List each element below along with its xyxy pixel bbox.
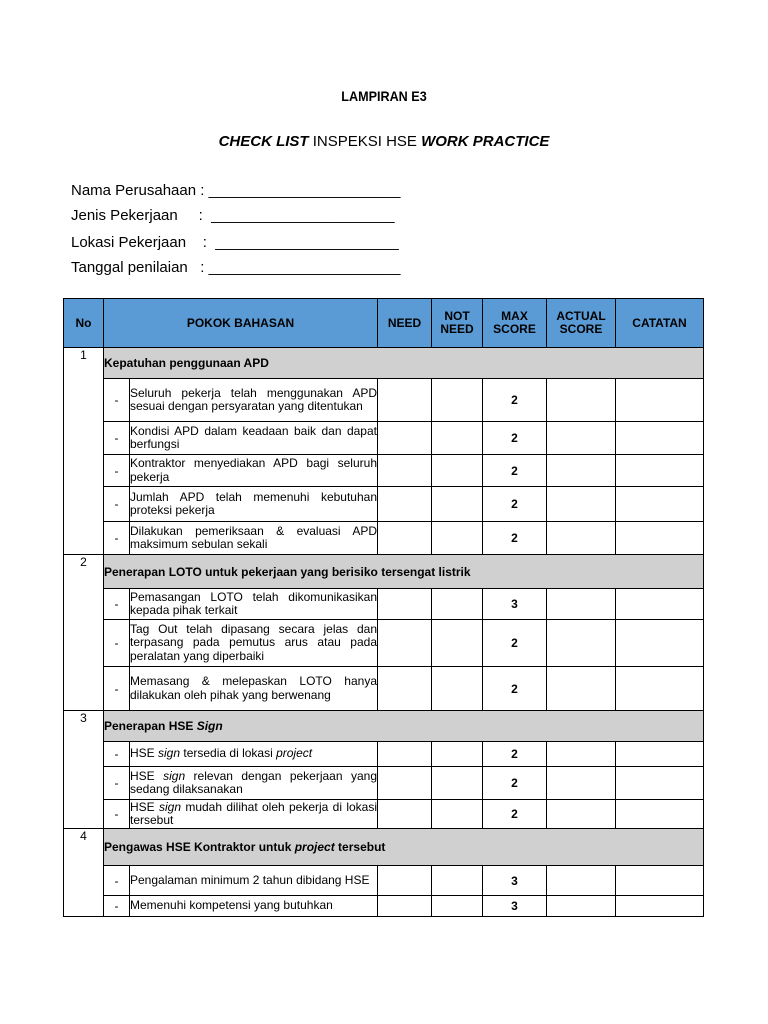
max-score-cell: 2 (483, 455, 547, 487)
actual-score-cell[interactable] (547, 742, 616, 767)
table-row (64, 589, 704, 620)
document-title (0, 133, 768, 150)
actual-score-cell[interactable] (547, 896, 616, 917)
catatan-cell[interactable] (616, 866, 704, 896)
actual-score-cell[interactable] (547, 800, 616, 829)
desc-italic: sign (159, 799, 182, 814)
desc-italic: project (276, 746, 313, 761)
need-cell[interactable] (378, 589, 432, 620)
desc-part: tersedia di lokasi (180, 746, 277, 761)
table-row (64, 896, 704, 917)
table-row (64, 487, 704, 522)
table-row (64, 866, 704, 896)
header-max-score (483, 299, 547, 348)
table-row (64, 422, 704, 455)
max-score-cell: 2 (483, 522, 547, 555)
section-title: Kepatuhan penggunaan APD (104, 348, 704, 379)
item-dash: - (104, 487, 130, 522)
item-description: Memenuhi kompetensi yang butuhkan (130, 896, 378, 917)
table-row (64, 667, 704, 711)
not-need-cell[interactable] (432, 767, 483, 800)
need-cell[interactable] (378, 379, 432, 422)
header-not-need-line1: NOT (444, 309, 470, 323)
actual-score-cell[interactable] (547, 379, 616, 422)
header-catatan: CATATAN (616, 299, 704, 348)
field-nama-perusahaan: Nama Perusahaan : _______________________ (71, 182, 401, 199)
section-row (64, 711, 704, 742)
desc-part: HSE (130, 768, 164, 783)
table-row (64, 455, 704, 487)
need-cell[interactable] (378, 742, 432, 767)
need-cell[interactable] (378, 667, 432, 711)
field-lokasi-pekerjaan: Lokasi Pekerjaan : ______________________ (71, 234, 399, 251)
actual-score-cell[interactable] (547, 667, 616, 711)
section-number: 4 (64, 829, 104, 917)
actual-score-cell[interactable] (547, 422, 616, 455)
section-row (64, 348, 704, 379)
need-cell[interactable] (378, 620, 432, 667)
section-row (64, 829, 704, 866)
max-score-cell: 3 (483, 866, 547, 896)
section-row (64, 555, 704, 589)
max-score-cell: 2 (483, 800, 547, 829)
item-dash: - (104, 455, 130, 487)
section-title (104, 829, 704, 866)
item-description: Seluruh pekerja telah menggunakan APD sesuai dengan persyaratan yang ditentukan (130, 379, 378, 422)
table-row (64, 620, 704, 667)
catatan-cell[interactable] (616, 800, 704, 829)
header-actual-score-line2: SCORE (559, 322, 603, 336)
not-need-cell[interactable] (432, 455, 483, 487)
item-description: Pengalaman minimum 2 tahun dibidang HSE (130, 866, 378, 896)
need-cell[interactable] (378, 455, 432, 487)
field-jenis-pekerjaan: Jenis Pekerjaan : ______________________ (71, 207, 395, 224)
item-dash: - (104, 522, 130, 555)
item-dash: - (104, 742, 130, 767)
header-actual-score (547, 299, 616, 348)
not-need-cell[interactable] (432, 589, 483, 620)
catatan-cell[interactable] (616, 767, 704, 800)
item-description (130, 767, 378, 800)
not-need-cell[interactable] (432, 487, 483, 522)
section-title: Penerapan LOTO untuk pekerjaan yang berisiko tersengat listrik (104, 555, 704, 589)
actual-score-cell[interactable] (547, 455, 616, 487)
section-title-italic: Sign (196, 719, 223, 733)
table-row (64, 767, 704, 800)
item-description (130, 742, 378, 767)
catatan-cell[interactable] (616, 522, 704, 555)
section-number: 3 (64, 711, 104, 829)
need-cell[interactable] (378, 522, 432, 555)
catatan-cell[interactable] (616, 620, 704, 667)
section-title-part: Pengawas HSE Kontraktor untuk (104, 840, 295, 854)
catatan-cell[interactable] (616, 667, 704, 711)
actual-score-cell[interactable] (547, 767, 616, 800)
table-row (64, 800, 704, 829)
desc-part: relevan dengan pekerjaan yang sedang dilaksanakan (130, 768, 377, 796)
field-tanggal-penilaian: Tanggal penilaian : _______________________ (71, 259, 401, 276)
header-not-need-line2: NEED (440, 322, 474, 336)
actual-score-cell[interactable] (547, 866, 616, 896)
header-no: No (64, 299, 104, 348)
not-need-cell[interactable] (432, 866, 483, 896)
item-dash: - (104, 800, 130, 829)
catatan-cell[interactable] (616, 487, 704, 522)
max-score-cell: 3 (483, 896, 547, 917)
item-dash: - (104, 896, 130, 917)
item-description: Kontraktor menyediakan APD bagi seluruh pekerja (130, 455, 378, 487)
max-score-cell: 2 (483, 379, 547, 422)
actual-score-cell[interactable] (547, 487, 616, 522)
header-pokok-bahasan: POKOK BAHASAN (104, 299, 378, 348)
section-title-part: tersebut (334, 840, 386, 854)
not-need-cell[interactable] (432, 522, 483, 555)
item-description: Jumlah APD telah memenuhi kebutuhan proteksi pekerja (130, 487, 378, 522)
item-dash: - (104, 620, 130, 667)
item-description: Tag Out telah dipasang secara jelas dan terpasang pada pemutus arus atau pada peralatan yang diperbaiki (130, 620, 378, 667)
section-title (104, 711, 704, 742)
need-cell[interactable] (378, 422, 432, 455)
not-need-cell[interactable] (432, 742, 483, 767)
catatan-cell[interactable] (616, 589, 704, 620)
catatan-cell[interactable] (616, 379, 704, 422)
item-description (130, 800, 378, 829)
section-number: 2 (64, 555, 104, 711)
max-score-cell: 3 (483, 589, 547, 620)
checklist-table (63, 298, 704, 917)
desc-part: mudah dilihat oleh pekerja di lokasi tersebut (130, 799, 377, 827)
item-description: Kondisi APD dalam keadaan baik dan dapat berfungsi (130, 422, 378, 455)
table-row (64, 379, 704, 422)
max-score-cell: 2 (483, 422, 547, 455)
item-dash: - (104, 866, 130, 896)
not-need-cell[interactable] (432, 620, 483, 667)
section-title-italic: project (294, 840, 335, 854)
section-number: 1 (64, 348, 104, 555)
not-need-cell[interactable] (432, 422, 483, 455)
catatan-cell[interactable] (616, 742, 704, 767)
table-header-row (64, 299, 704, 348)
table-row (64, 742, 704, 767)
item-dash: - (104, 589, 130, 620)
max-score-cell: 2 (483, 742, 547, 767)
table-row (64, 522, 704, 555)
header-max-score-line1: MAX (501, 309, 528, 323)
desc-italic: sign (163, 768, 186, 783)
max-score-cell: 2 (483, 767, 547, 800)
not-need-cell[interactable] (432, 379, 483, 422)
desc-part: HSE (130, 799, 159, 814)
title-work-practice: WORK PRACTICE (421, 133, 550, 150)
need-cell[interactable] (378, 800, 432, 829)
header-actual-score-line1: ACTUAL (556, 309, 606, 323)
catatan-cell[interactable] (616, 422, 704, 455)
appendix-label: LAMPIRAN E3 (341, 88, 427, 104)
max-score-cell: 2 (483, 620, 547, 667)
desc-part: HSE (130, 746, 159, 761)
section-title-part: Penerapan HSE (104, 719, 197, 733)
need-cell[interactable] (378, 896, 432, 917)
item-dash: - (104, 767, 130, 800)
need-cell[interactable] (378, 767, 432, 800)
not-need-cell[interactable] (432, 667, 483, 711)
item-dash: - (104, 422, 130, 455)
actual-score-cell[interactable] (547, 522, 616, 555)
actual-score-cell[interactable] (547, 620, 616, 667)
item-description: Dilakukan pemeriksaan & evaluasi APD maksimum sebulan sekali (130, 522, 378, 555)
max-score-cell: 2 (483, 487, 547, 522)
max-score-cell: 2 (483, 667, 547, 711)
item-description: Pemasangan LOTO telah dikomunikasikan kepada pihak terkait (130, 589, 378, 620)
catatan-cell[interactable] (616, 455, 704, 487)
header-max-score-line2: SCORE (493, 322, 536, 336)
header-need: NEED (378, 299, 432, 348)
not-need-cell[interactable] (432, 800, 483, 829)
actual-score-cell[interactable] (547, 589, 616, 620)
title-checklist: CHECK LIST (218, 133, 309, 150)
desc-italic: sign (158, 746, 181, 761)
catatan-cell[interactable] (616, 896, 704, 917)
title-middle: INSPEKSI HSE (308, 133, 422, 150)
item-description: Memasang & melepaskan LOTO hanya dilakukan oleh pihak yang berwenang (130, 667, 378, 711)
item-dash: - (104, 379, 130, 422)
item-dash: - (104, 667, 130, 711)
need-cell[interactable] (378, 866, 432, 896)
not-need-cell[interactable] (432, 896, 483, 917)
header-not-need (432, 299, 483, 348)
need-cell[interactable] (378, 487, 432, 522)
